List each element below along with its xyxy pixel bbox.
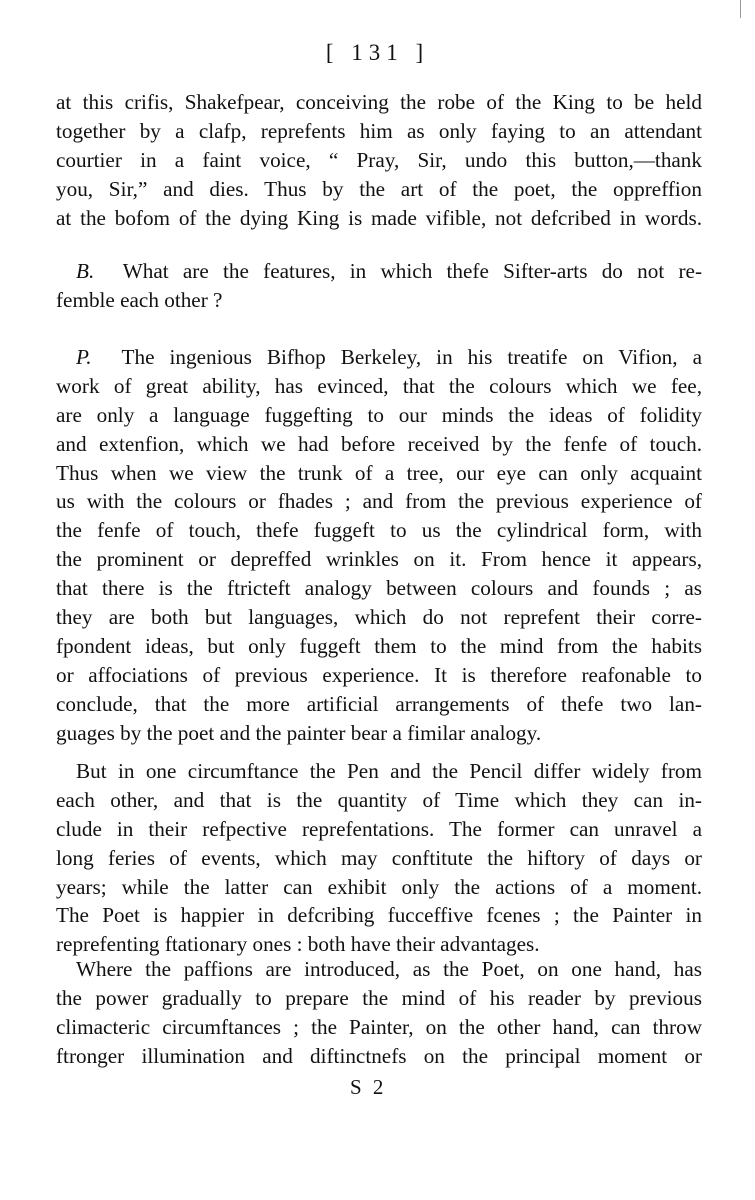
text-line: But in one circumftance the Pen and the Pencil differ widely from bbox=[76, 759, 702, 783]
text-line: conclude, that the more artificial arrangements of thefe two lan- bbox=[56, 691, 702, 716]
text-line: the fenfe of touch, thefe fuggeft to us the cylindrical form, with bbox=[56, 518, 702, 543]
text-line: at this crifis, Shakefpear, conceiving the robe of the King to be held bbox=[56, 90, 702, 114]
text-line: clude in their refpective reprefentations. The former can unravel a bbox=[56, 816, 702, 841]
paragraph-2 bbox=[56, 257, 702, 315]
text-line: fpondent ideas, but only fuggeft them to the mind from the habits bbox=[56, 633, 702, 658]
text-line: and extenfion, which we had before received by the fenfe of touch. bbox=[56, 431, 702, 456]
text-line: us with the colours or fhades ; and from the previous experience of bbox=[56, 489, 702, 514]
speaker-label: B. bbox=[76, 259, 95, 283]
paragraph-5 bbox=[56, 955, 702, 1071]
text-line: climacteric circumftances ; the Painter, on the other hand, can throw bbox=[56, 1014, 702, 1039]
text-line bbox=[56, 343, 702, 372]
text-line: The Poet is happier in defcribing fucceffive fcenes ; the Painter in bbox=[56, 903, 702, 928]
text-line: you, Sir,” and dies. Thus by the art of the poet, the oppreffion bbox=[56, 176, 702, 201]
text-line: or affociations of previous experience. It is therefore reafonable to bbox=[56, 662, 702, 687]
text-line: each other, and that is the quantity of Time which they can in- bbox=[56, 787, 702, 812]
text-line: the power gradually to prepare the mind of his reader by previous bbox=[56, 985, 702, 1010]
text-line: they are both but languages, which do not reprefent their corre- bbox=[56, 605, 702, 630]
speaker-label: P. bbox=[76, 345, 92, 369]
text-line: courtier in a faint voice, “ Pray, Sir, undo this button,—thank bbox=[56, 147, 702, 172]
paragraph-3 bbox=[56, 343, 702, 747]
text-line: femble each other ? bbox=[56, 287, 223, 312]
line-text: The ingenious Bifhop Berkeley, in his treatife on Vifion, a bbox=[121, 345, 702, 369]
text-line: that there is the ftricteft analogy between colours and founds ; as bbox=[56, 576, 702, 601]
text-line: guages by the poet and the painter bear a fimilar analogy. bbox=[56, 720, 542, 745]
page-edge-mark bbox=[740, 0, 755, 18]
text-line: long feries of events, which may conftitute the hiftory of days or bbox=[56, 845, 702, 870]
text-line: years; while the latter can exhibit only the actions of a moment. bbox=[56, 874, 702, 899]
text-line: together by a clafp, reprefents him as only faying to an attendant bbox=[56, 118, 702, 143]
text-line: are only a language fuggefting to our minds the ideas of folidity bbox=[56, 402, 702, 427]
text-line: the prominent or depreffed wrinkles on it. From hence it appears, bbox=[56, 547, 702, 572]
page-number-header: [ 131 ] bbox=[325, 40, 430, 65]
text-line bbox=[56, 257, 702, 286]
paragraph-4 bbox=[56, 757, 702, 959]
text-line: Where the paffions are introduced, as the Poet, on one hand, has bbox=[76, 957, 702, 981]
text-line: reprefenting ftationary ones : both have their advantages. bbox=[56, 932, 540, 957]
paragraph-1 bbox=[56, 88, 702, 232]
line-text: What are the features, in which thefe Sifter-arts do not re- bbox=[122, 259, 702, 283]
signature-mark: S 2 bbox=[350, 1075, 387, 1099]
text-line: ftronger illumination and diftinctnefs on the principal moment or bbox=[56, 1043, 702, 1068]
text-line: at the bofom of the dying King is made vifible, not defcribed in words. bbox=[56, 205, 702, 230]
text-line: Thus when we view the trunk of a tree, our eye can only acquaint bbox=[56, 460, 702, 485]
text-line: work of great ability, has evinced, that the colours which we fee, bbox=[56, 373, 702, 398]
